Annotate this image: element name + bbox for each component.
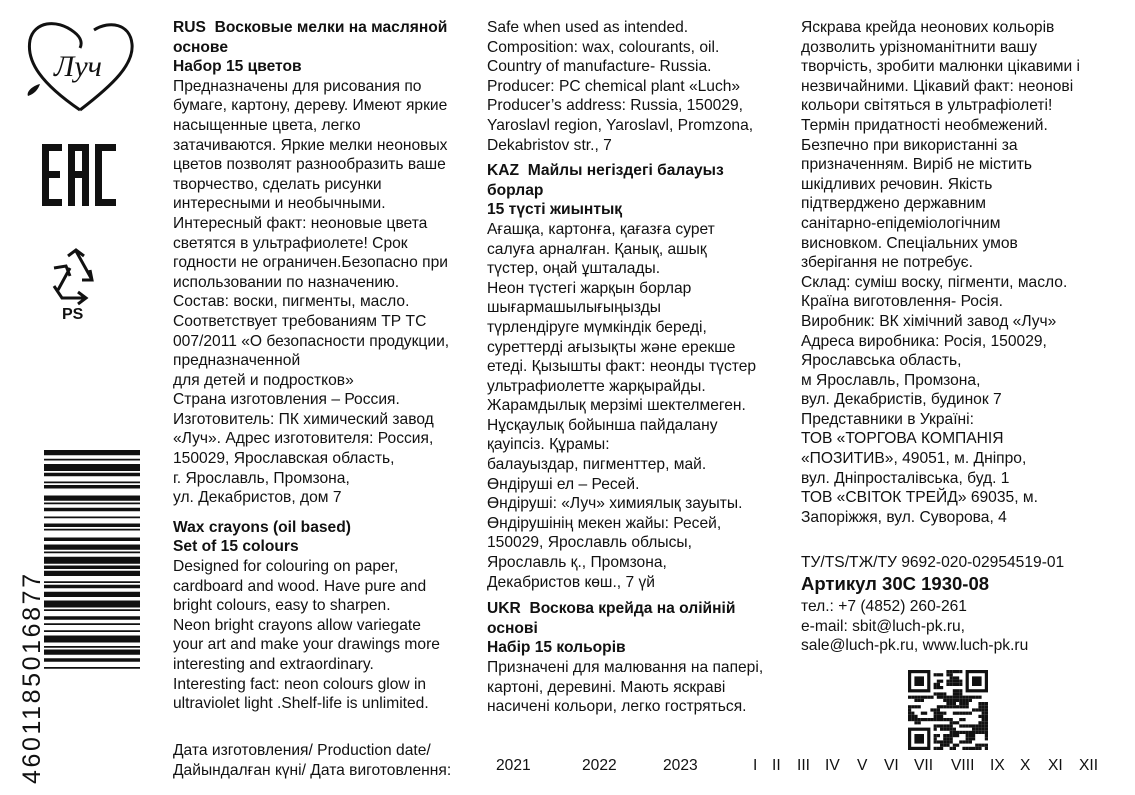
phone: тел.: +7 (4852) 260-261 [801, 598, 967, 615]
column-ukr [801, 18, 1121, 527]
ukr-line: ТОВ «ТОРГОВА КОМПАНІЯ [801, 430, 1004, 448]
production-label-line2: Дайындалған күні/ Дата виготовлення: [173, 761, 452, 779]
ukr-line: Яскрава крейда неонових кольорів [801, 19, 1055, 36]
barcode-bar [44, 508, 140, 512]
kaz-line: суреттерді ағызықты және ерекше [487, 338, 736, 356]
eng-line: cardboard and wood. Have pure and [173, 577, 427, 595]
kaz-line: ультрафиолетте жарқырайды. [487, 377, 706, 395]
month-option: VI [884, 757, 899, 774]
ukr-line: кольори світяться в ультрафіолеті! [801, 97, 1053, 115]
kaz-body [487, 220, 789, 592]
kaz-line: салуға арналған. Қанық, ашық [487, 240, 707, 258]
ukr-line: насичені кольори, легко гостряться. [487, 698, 747, 716]
ukr-line: незвичайними. Цікавий факт: неонові [801, 77, 1074, 95]
kaz-line: етеді. Қызышты факт: неонды түстер [487, 358, 757, 376]
rus-line: Состав: воски, пигменты, масло. [173, 293, 410, 311]
eng-body-cont [487, 18, 789, 155]
rus-line: годности не ограничен.Безопасно при [173, 254, 448, 272]
ukr-line: ТОВ «СВІТОК ТРЕЙД» 69035, м. [801, 489, 1038, 507]
rus-line: бумаге, картону, дереву. Имеют яркие [173, 97, 448, 115]
kaz-line: Ағашқа, картонға, қағазға сурет [487, 220, 715, 238]
tu-code: ТУ/TS/ТЖ/ТУ 9692-020-02954519-01 [801, 554, 1065, 571]
barcode-bar [44, 496, 140, 501]
rus-set: Набор 15 цветов [173, 58, 302, 76]
rus-line: Интересный факт: неоновые цвета [173, 214, 428, 232]
ukr-line: шкідливих речовин. Якість [801, 175, 993, 193]
barcode-bar [44, 538, 140, 542]
rus-line: интересными и необычными. [173, 195, 386, 213]
kaz-title-line2: борлар [487, 181, 544, 199]
kaz-line: балауыздар, пигменттер, май. [487, 456, 707, 474]
eng-line: bright colours, easy to sharpen. [173, 597, 391, 615]
month-option: IV [825, 757, 840, 774]
barcode-bar [44, 524, 140, 528]
ukr-line: Призначені для малювання на папері, [487, 659, 764, 676]
kaz-line: Өндірушінің мекен жайы: Ресей, [487, 514, 722, 532]
eng-line: Yaroslavl region, Yaroslavl, Promzona, [487, 116, 754, 134]
ukr-title-line2: основі [487, 619, 538, 637]
barcode-bar [44, 616, 140, 620]
eng-line: Composition: wax, colourants, oil. [487, 38, 720, 56]
rus-body [173, 77, 478, 508]
kaz-line: Жарамдылық мерзімі шектелмеген. [487, 397, 746, 415]
rus-line: насыщенные цвета, легко [173, 116, 361, 134]
rus-title: RUS Восковые мелки на масляной [173, 19, 448, 36]
ukr-line: санітарно-епідеміологічним [801, 214, 1001, 232]
ukr-line: Безпечно при використанні за [801, 136, 1018, 154]
ukr-body [487, 658, 789, 717]
kaz-line: Декабристов көш., 7 үй [487, 573, 655, 591]
ukr-line: вул. Декабристів, будинок 7 [801, 391, 1002, 409]
logo-text: Луч [54, 50, 102, 83]
rus-line: творчество, сделать рисунки [173, 175, 382, 193]
kaz-line: түстер, оңай ұшталады. [487, 260, 661, 278]
barcode-bar [44, 566, 140, 570]
eng-line: Dekabristov str., 7 [487, 136, 612, 154]
kaz-line: Өндіруші ел – Ресей. [487, 475, 640, 493]
barcode-bar [44, 601, 140, 608]
eng-line: Country of manufacture- Russia. [487, 58, 712, 76]
month-option: II [772, 757, 781, 774]
barcode-bar [44, 592, 140, 597]
barcode-bar [44, 450, 140, 455]
ukr-line: Країна виготовлення- Росія. [801, 293, 1004, 311]
month-option: IX [990, 757, 1005, 774]
rus-line: 007/2011 «О безопасности продукции, [173, 332, 450, 350]
rus-line: использовании по назначению. [173, 273, 400, 291]
ukr-line: Склад: суміш воску, пігменти, масло. [801, 273, 1068, 291]
kaz-title: KAZ Майлы негіздегі балауыз [487, 162, 724, 180]
month-option: XI [1048, 757, 1063, 774]
kaz-line: түрлендіруге мүмкіндік береді, [487, 318, 707, 336]
eng-line: Neon bright crayons allow variegate [173, 616, 421, 634]
ukr-line: картоні, деревині. Мають яскраві [487, 678, 726, 696]
article-number: Артикул 30С 1930-08 [801, 573, 990, 594]
ukr-line: творчість, зробити малюнки цікавими і [801, 58, 1081, 76]
qr-code [908, 670, 988, 750]
ukr-line: зберігання не потребує. [801, 254, 973, 272]
ukr-line: Ярославська область, [801, 352, 962, 370]
eng-title: Wax crayons (oil based) [173, 518, 351, 536]
eng-body [173, 557, 478, 714]
recycle-icon [46, 246, 106, 306]
barcode-bar [44, 473, 140, 477]
month-option: XII [1079, 757, 1099, 774]
ukr-line: м Ярославль, Промзона, [801, 371, 981, 389]
barcode-bar [44, 667, 140, 669]
ukr-line: Виробник: ВК хімічний завод «Луч» [801, 312, 1057, 330]
rus-line: для детей и подростков» [173, 371, 354, 389]
eng-line: Safe when used as intended. [487, 19, 689, 36]
barcode-bar [44, 585, 140, 589]
rus-line: предназначенной [173, 352, 301, 370]
year-option: 2023 [663, 757, 698, 774]
barcode-bar [44, 571, 140, 576]
ukr-line: висновком. Спеціальних умов [801, 234, 1018, 252]
luch-logo [22, 14, 140, 118]
month-option: VII [914, 757, 934, 774]
barcode-bar [44, 636, 140, 643]
month-option: X [1020, 757, 1031, 774]
rus-line: 150029, Ярославская область, [173, 450, 395, 468]
barcode-bar [44, 545, 140, 550]
rus-line: ул. Декабристов, дом 7 [173, 489, 342, 507]
rus-line: «Луч». Адрес изготовителя: Россия, [173, 430, 434, 448]
production-label-line1: Дата изготовления/ Production date/ [173, 742, 431, 759]
ukr-line: дозволить урізноманітнити вашу [801, 38, 1037, 56]
barcode-bar [44, 503, 140, 505]
ukr-line: Запоріжжя, вул. Суворова, 4 [801, 508, 1007, 526]
eng-set: Set of 15 colours [173, 538, 299, 556]
barcode-bar [44, 517, 140, 519]
kaz-line: 150029, Ярославль облысы, [487, 534, 692, 552]
ukr-line: «ПОЗИТИВ», 49051, м. Дніпро, [801, 450, 1027, 468]
rus-line: Предназначены для рисования по [173, 77, 422, 95]
eng-line: your art and make your drawings more [173, 636, 440, 654]
barcode-bar [44, 646, 140, 648]
month-option: I [753, 757, 758, 774]
eac-mark [40, 142, 118, 208]
column-middle [487, 18, 789, 717]
month-option: III [797, 757, 810, 774]
barcode-bar [44, 609, 140, 611]
eng-line: Producer: PC chemical plant «Luch» [487, 77, 741, 95]
barcode-bar [44, 482, 140, 484]
barcode-bar [44, 485, 140, 489]
eng-line: ultraviolet light .Shelf-life is unlimited. [173, 695, 429, 713]
barcode-bar [44, 552, 140, 554]
barcode-bar [44, 630, 140, 632]
rus-line: Страна изготовления – Россия. [173, 391, 400, 409]
rus-line: г. Ярославль, Промзона, [173, 469, 350, 487]
barcode-bar [44, 459, 140, 461]
rus-line: Соответствует требованиям ТР ТС [173, 312, 427, 330]
ukr-body-cont [801, 18, 1121, 527]
barcode-digits: 4601185016877 [18, 571, 46, 784]
barcode-bar [44, 658, 140, 662]
email: e-mail: sbit@luch-pk.ru, [801, 617, 966, 635]
ukr-line: вул. Дніпросталівська, буд. 1 [801, 469, 1010, 487]
barcode-bar [44, 464, 140, 471]
month-option: V [857, 757, 868, 774]
kaz-line: Нұсқаулық бойынша пайдалану [487, 416, 718, 434]
eng-line: interesting and extraordinary. [173, 656, 374, 673]
production-date-label [173, 741, 451, 780]
ukr-line: підтверджено державним [801, 195, 986, 213]
ukr-title: UKR Воскова крейда на олійній [487, 600, 736, 618]
ukr-line: Адреса виробника: Росія, 150029, [801, 332, 1047, 350]
barcode-bar [44, 557, 140, 564]
kaz-line: Неон түстегі жарқын борлар [487, 279, 692, 297]
rus-line: затачиваются. Яркие мелки неоновых [173, 136, 448, 154]
barcode-bar [44, 623, 140, 625]
barcode [12, 448, 142, 783]
eng-line: Designed for colouring on paper, [173, 558, 399, 576]
rus-line: цветов позволят разнообразить ваше [173, 156, 446, 174]
kaz-set: 15 түсті жиынтық [487, 201, 623, 219]
barcode-bar [44, 529, 140, 531]
ukr-line: Представники в Україні: [801, 410, 974, 428]
year-option: 2022 [582, 757, 617, 774]
kaz-line: Өндіруші: «Луч» химиялық зауыты. [487, 495, 743, 513]
ukr-line: Термін придатності необмежений. [801, 116, 1048, 134]
rus-line: Изготовитель: ПК химический завод [173, 410, 434, 428]
contacts [801, 597, 1028, 656]
month-option: VIII [951, 757, 975, 774]
barcode-bar [44, 581, 140, 583]
rus-line: светятся в ультрафиолете! Срок [173, 234, 408, 252]
kaz-line: Ярославль қ., Промзона, [487, 554, 667, 572]
eng-line: Producer’s address: Russia, 150029, [487, 97, 744, 115]
websites: sale@luch-pk.ru, www.luch-pk.ru [801, 637, 1029, 655]
barcode-bar [44, 650, 140, 655]
eng-line: Interesting fact: neon colours glow in [173, 675, 427, 693]
kaz-line: қауіпсіз. Құрамы: [487, 436, 610, 454]
column-rus [173, 18, 478, 714]
rus-title-line2: основе [173, 38, 228, 56]
kaz-line: шығармашылығыңызды [487, 299, 661, 317]
ukr-line: призначенням. Виріб не містить [801, 156, 1032, 174]
year-option: 2021 [496, 757, 531, 774]
recycle-code: PS [62, 306, 84, 323]
ukr-set: Набір 15 кольорів [487, 639, 626, 657]
